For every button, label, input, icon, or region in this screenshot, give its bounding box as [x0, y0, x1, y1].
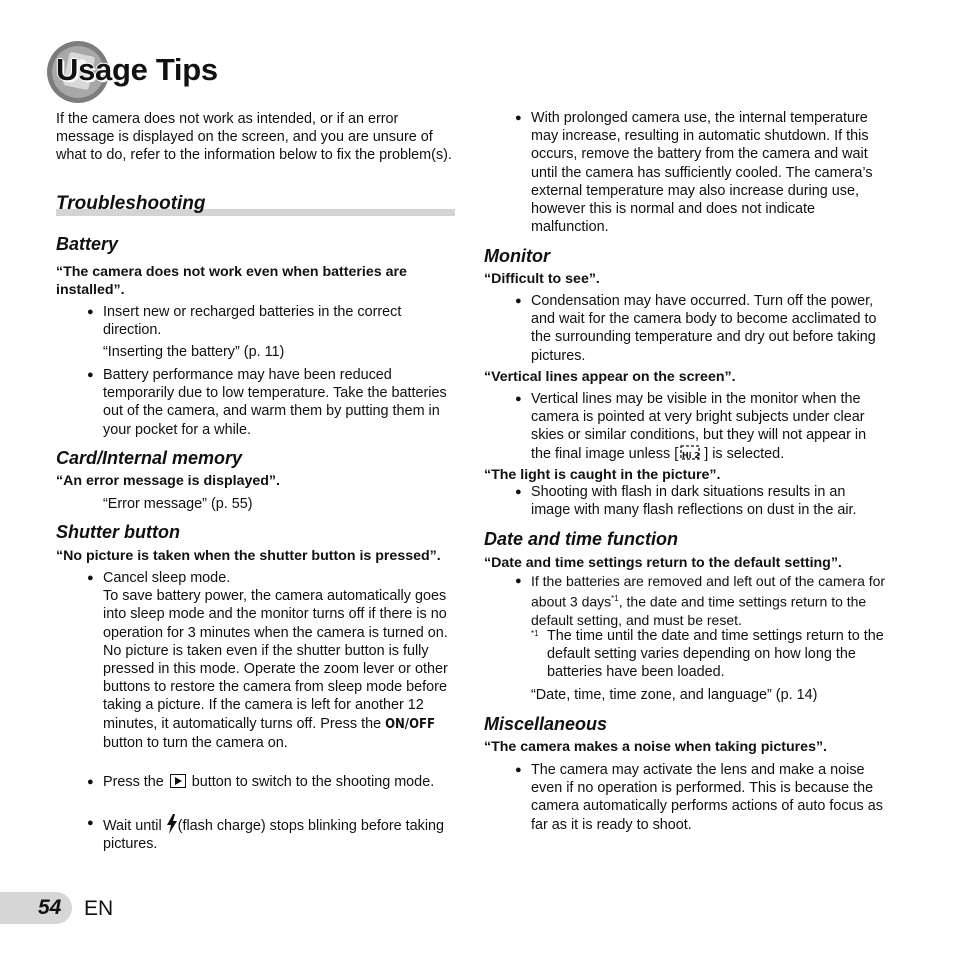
dt-sup: *1 [611, 594, 619, 604]
bullet3-pre: Wait until [103, 818, 162, 834]
b2-pre: Vertical lines may be visible in the monitor when the camera is pointed at very bright subjects under clear skies or similar conditions, but they will not appear in the final image unless [ [531, 391, 867, 462]
hi-resolution-mode-icon [678, 445, 704, 461]
misc-bullet: ● The camera may activate the lens and make a noise even if no operation is performed. This is because the camera automatically performs actions of auto focus as far as it is ready to shoot. [531, 761, 887, 834]
bullet2-post: button to switch to the shooting mode. [191, 774, 435, 790]
sleep-tail: button to turn the camera on. [103, 734, 288, 751]
dt-post: , the date and time settings return to the default setting, and must be reset. [531, 593, 867, 629]
bullet2-pre: Press the [103, 774, 164, 790]
card-heading: Card/Internal memory [56, 448, 243, 468]
shutter-bullet-3 [103, 814, 453, 853]
b2-post: ] is selected. [704, 445, 785, 462]
language-code: EN [84, 897, 114, 920]
card-reference: “Error message” (p. 55) [103, 496, 253, 512]
page-title: Usage Tips [56, 52, 218, 87]
intro-paragraph: If the camera does not work as intended, or if an error message is displayed on the screen, and you are unsure of what to do, refer to the information below to fix the problem(s). [56, 111, 452, 164]
datetime-footnote: The time until the date and time settings return to the default setting varies depending on how long the batteries have been loaded. [547, 628, 884, 681]
shutter-bullet-1 [103, 569, 455, 752]
shutter-question: “No picture is taken when the shutter button is pressed”. [56, 548, 441, 564]
onoff-button-label: ON/OFF [385, 716, 436, 732]
shutter-heading: Shutter button [56, 522, 180, 542]
page-number: 54 [38, 896, 62, 919]
monitor-bullet-1: ● Condensation may have occurred. Turn off the power, and wait for the camera body to become acclimated to the surrounding temperature and dry out before taking pictures. [531, 292, 887, 365]
section-title: Troubleshooting [56, 193, 206, 214]
monitor-heading: Monitor [484, 246, 550, 266]
footnote-mark: *1 [531, 629, 539, 638]
battery-reference: “Inserting the battery” (p. 11) [103, 344, 285, 360]
misc-heading: Miscellaneous [484, 714, 608, 734]
datetime-heading: Date and time function [484, 529, 679, 549]
monitor-bullet-3: ● Shooting with flash in dark situations results in an image with many flash reflections on dust in the air. [531, 483, 887, 519]
datetime-question: “Date and time settings return to the default setting”. [484, 555, 842, 571]
battery-question: “The camera does not work even when batteries are installed”. [56, 264, 407, 298]
card-question: “An error message is displayed”. [56, 473, 280, 489]
monitor-question-2: “Vertical lines appear on the screen”. [484, 369, 736, 385]
bullet3-post: (flash charge) stops blinking before taking pictures. [103, 818, 445, 853]
sleep-lead: Cancel sleep mode. [103, 570, 231, 586]
hi-icon-label: Hi 2 [682, 450, 700, 460]
shutter-bullet-2 [103, 773, 453, 791]
datetime-bullet [531, 572, 887, 629]
battery-heading: Battery [56, 234, 119, 254]
battery-bullet-1: ● Insert new or recharged batteries in the correct direction. [103, 303, 453, 339]
dt-pre: If the batteries are removed and left out of the camera for about 3 days [531, 573, 886, 610]
monitor-question-3: “The light is caught in the picture”. [484, 467, 721, 483]
datetime-reference: “Date, time, time zone, and language” (p. 14) [531, 687, 818, 703]
sleep-body: To save battery power, the camera automatically goes into sleep mode and the monitor turns off if there is no operation for 3 minutes when the camera is turned on. No picture is taken even if the shutter button is fully pressed in this mode. Operate the zoom lever or other buttons to restore the camera from sleep mode before taking a picture. If the camera is left for another 12 minutes, it automatically turns off. Press the [103, 588, 448, 732]
battery-bullet-2: ● Battery performance may have been reduced temporarily due to low temperature. Take the batteries out of the camera, and warm them by putting them in your pocket for a while. [103, 366, 453, 439]
flash-charge-icon [166, 814, 178, 834]
misc-question: “The camera makes a noise when taking pictures”. [484, 739, 827, 755]
monitor-question-1: “Difficult to see”. [484, 271, 600, 287]
temperature-bullet: ● With prolonged camera use, the internal temperature may increase, resulting in automatic shutdown. If this occurs, remove the battery from the camera and wait until the camera has sufficiently cooled. The camera’s external temperature may also increase during use, however this is normal and does not indicate malfunction. [531, 109, 887, 236]
playback-button-icon [170, 774, 186, 788]
monitor-bullet-2 [531, 390, 887, 463]
